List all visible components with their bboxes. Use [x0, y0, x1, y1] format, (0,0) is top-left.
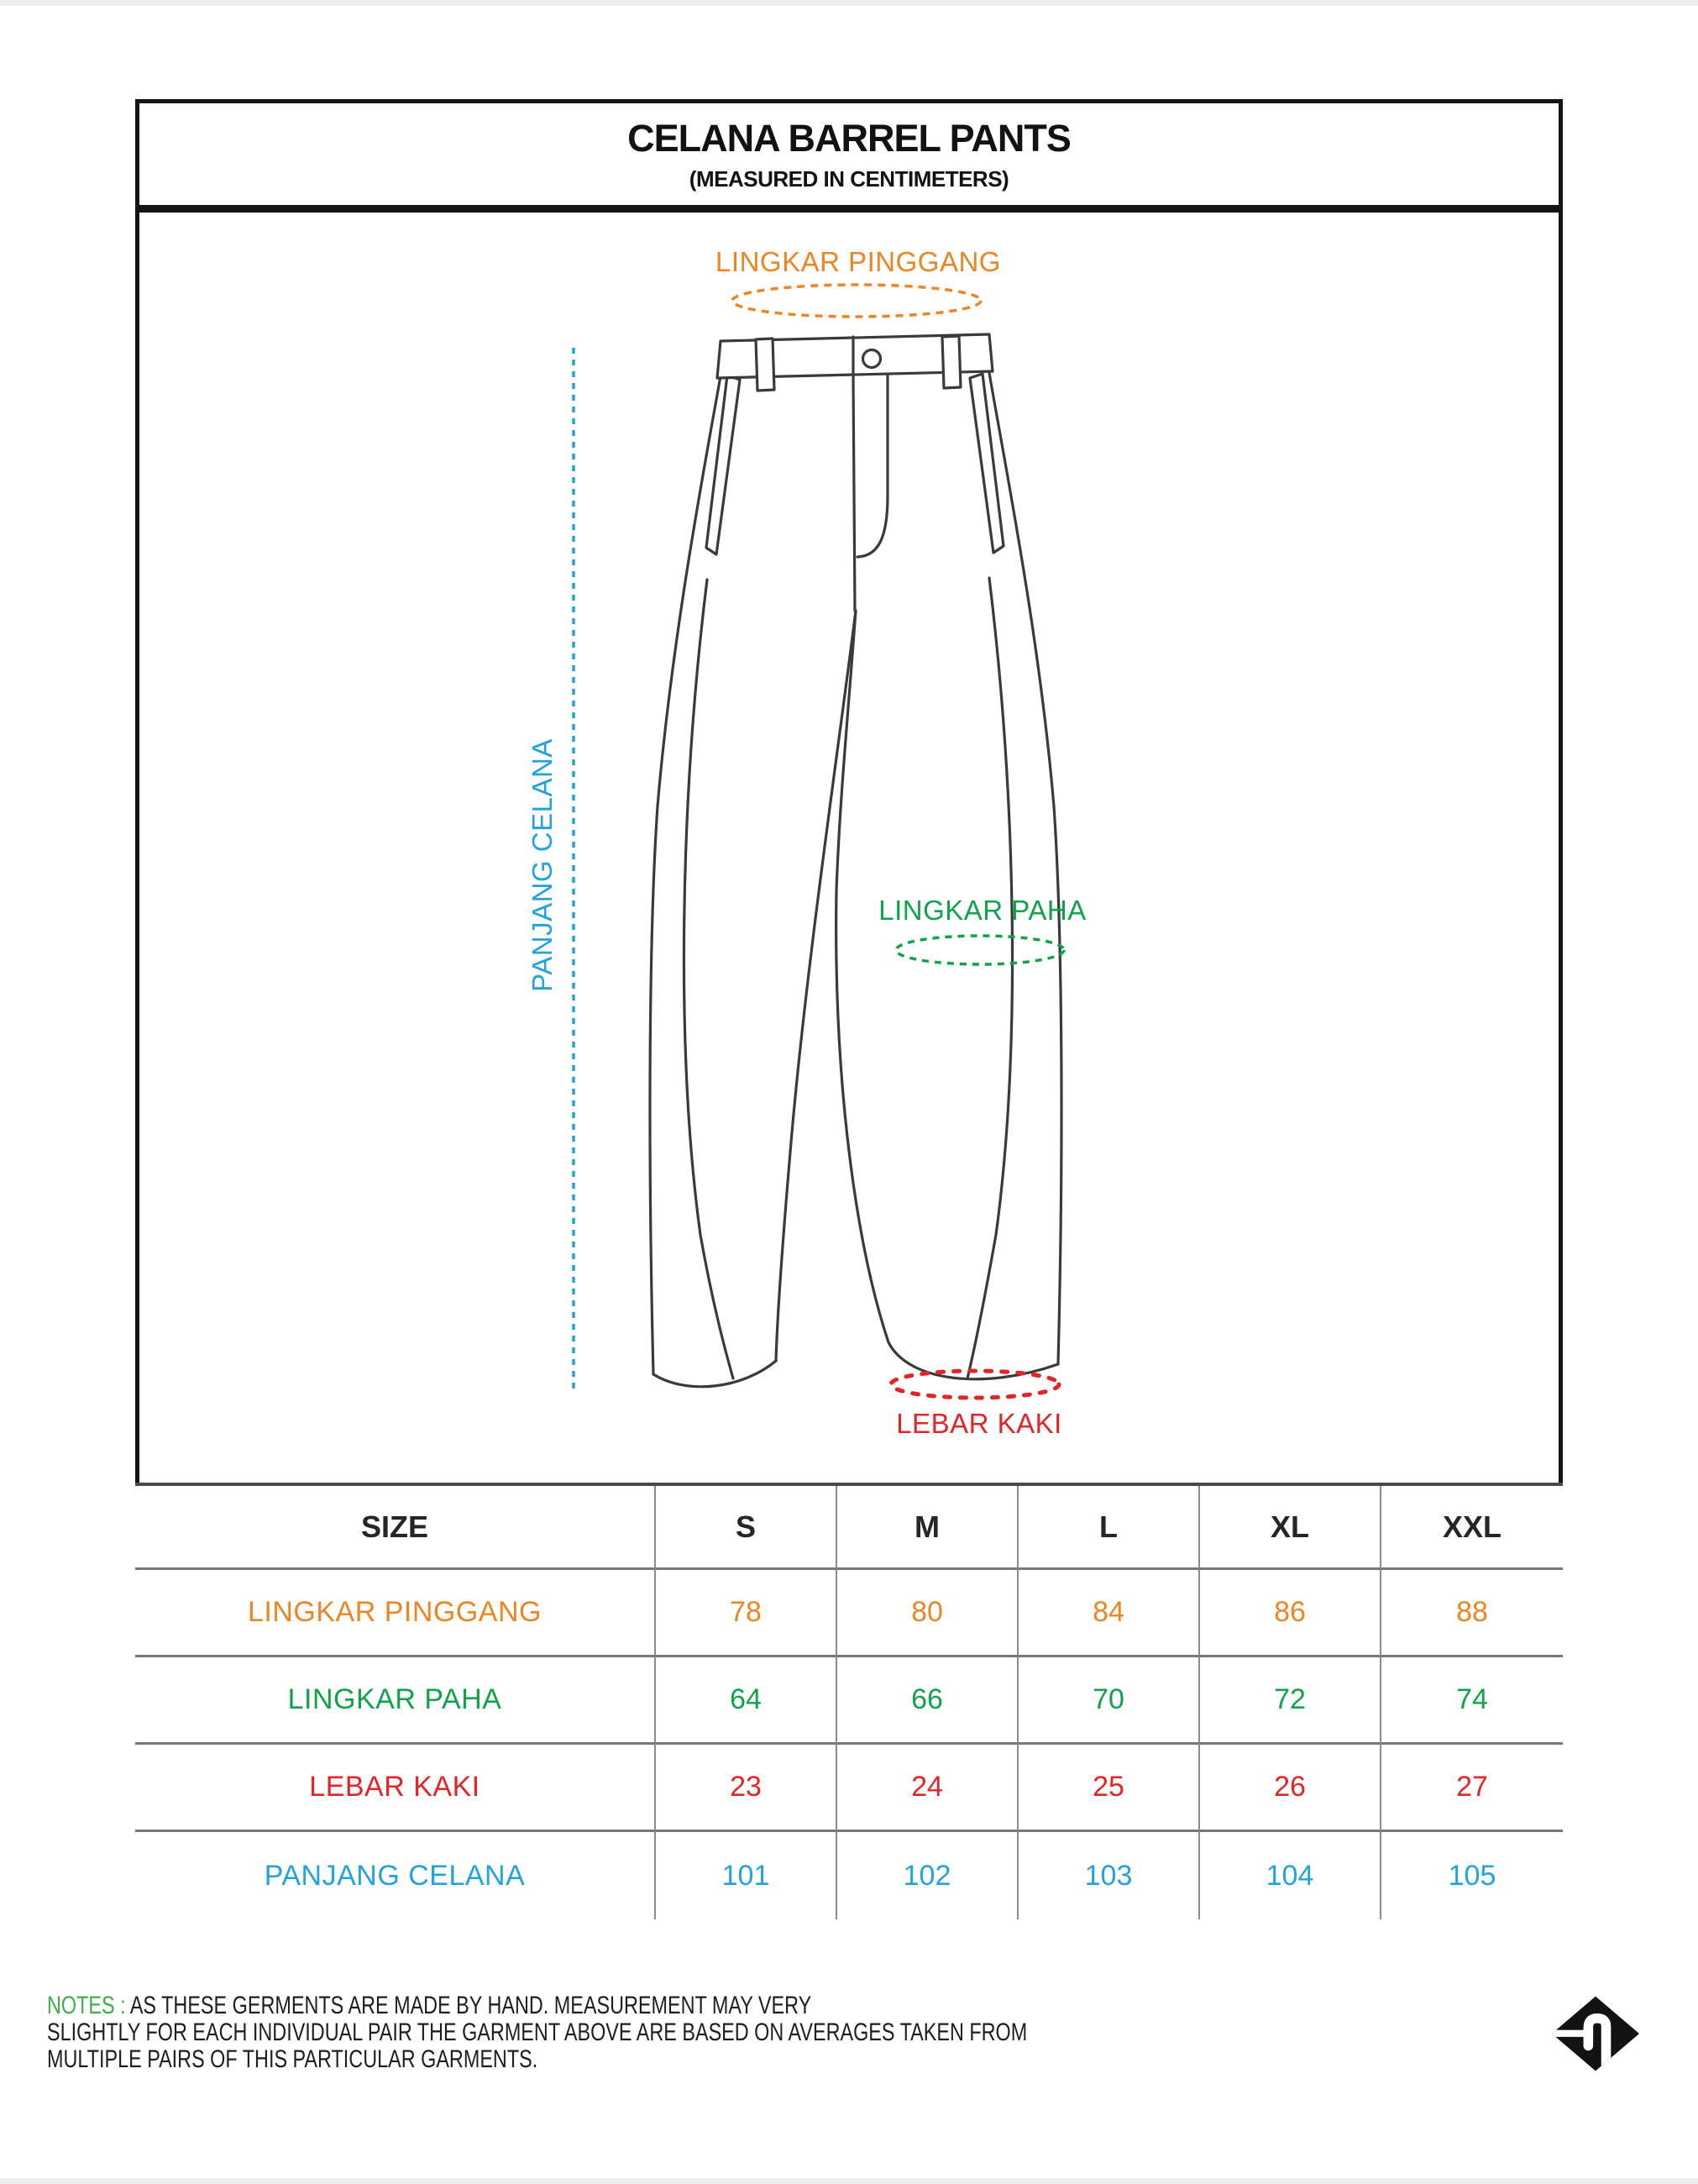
value-cell-thigh-xxl: 74 — [1381, 1657, 1563, 1745]
value-cell-length-xxl: 105 — [1381, 1832, 1563, 1919]
length-measure-label: PANJANG CELANA — [527, 738, 558, 992]
value-cell-thigh-s: 64 — [656, 1657, 837, 1745]
value-cell-length-xl: 104 — [1200, 1832, 1381, 1919]
thigh-measure-label: LINGKAR PAHA — [878, 895, 1087, 926]
waist-measure-label: LINGKAR PINGGANG — [715, 246, 1001, 277]
value-cell-length-m: 102 — [837, 1832, 1019, 1919]
page-top-edge — [0, 0, 1698, 6]
header-cell-xxl: XXL — [1381, 1486, 1563, 1570]
header-cell-m: M — [837, 1486, 1019, 1570]
value-cell-leg-xl: 26 — [1200, 1745, 1381, 1832]
value-cell-leg-xxl: 27 — [1381, 1745, 1563, 1832]
row-label-lebar-kaki: LEBAR KAKI — [135, 1745, 656, 1832]
value-cell-leg-s: 23 — [656, 1745, 837, 1832]
row-label-lingkar-pinggang: LINGKAR PINGGANG — [135, 1570, 656, 1657]
value-cell-waist-m: 80 — [837, 1570, 1019, 1657]
value-cell-leg-m: 24 — [837, 1745, 1019, 1832]
value-cell-length-l: 103 — [1019, 1832, 1200, 1919]
notes-block — [47, 1992, 1027, 2073]
diamond-g-logo-icon — [1551, 1995, 1640, 2072]
notes-line-2: SLIGHTLY FOR EACH INDIVIDUAL PAIR THE GARMENT ABOVE ARE BASED ON AVERAGES TAKEN FROM — [47, 2019, 1028, 2046]
notes-line-1 — [47, 1992, 1027, 2019]
row-label-panjang-celana: PANJANG CELANA — [135, 1832, 656, 1919]
page-bottom-edge — [0, 2178, 1698, 2184]
notes-line-1-text: AS THESE GERMENTS ARE MADE BY HAND. MEASUREMENT MAY VERY — [129, 1992, 812, 2019]
value-cell-thigh-xl: 72 — [1200, 1657, 1381, 1745]
header-cell-xl: XL — [1200, 1486, 1381, 1570]
notes-line-3: MULTIPLE PAIRS OF THIS PARTICULAR GARMENTS. — [47, 2045, 538, 2073]
value-cell-leg-l: 25 — [1019, 1745, 1200, 1832]
header-cell-l: L — [1019, 1486, 1200, 1570]
notes-label: NOTES : — [47, 1992, 126, 2019]
page-subtitle: (MEASURED IN CENTIMETERS) — [689, 166, 1009, 192]
value-cell-length-s: 101 — [656, 1832, 837, 1919]
row-label-lingkar-paha: LINGKAR PAHA — [135, 1657, 656, 1745]
value-cell-waist-xxl: 88 — [1381, 1570, 1563, 1657]
value-cell-waist-xl: 86 — [1200, 1570, 1381, 1657]
value-cell-waist-l: 84 — [1019, 1570, 1200, 1657]
value-cell-waist-s: 78 — [656, 1570, 837, 1657]
page-title: CELANA BARREL PANTS — [627, 117, 1071, 160]
header-cell-s: S — [656, 1486, 837, 1570]
header-cell-size: SIZE — [135, 1486, 656, 1570]
title-box — [135, 99, 1563, 209]
value-cell-thigh-m: 66 — [837, 1657, 1019, 1745]
size-table — [135, 1483, 1563, 1919]
leg-measure-label: LEBAR KAKI — [896, 1408, 1062, 1439]
value-cell-thigh-l: 70 — [1019, 1657, 1200, 1745]
